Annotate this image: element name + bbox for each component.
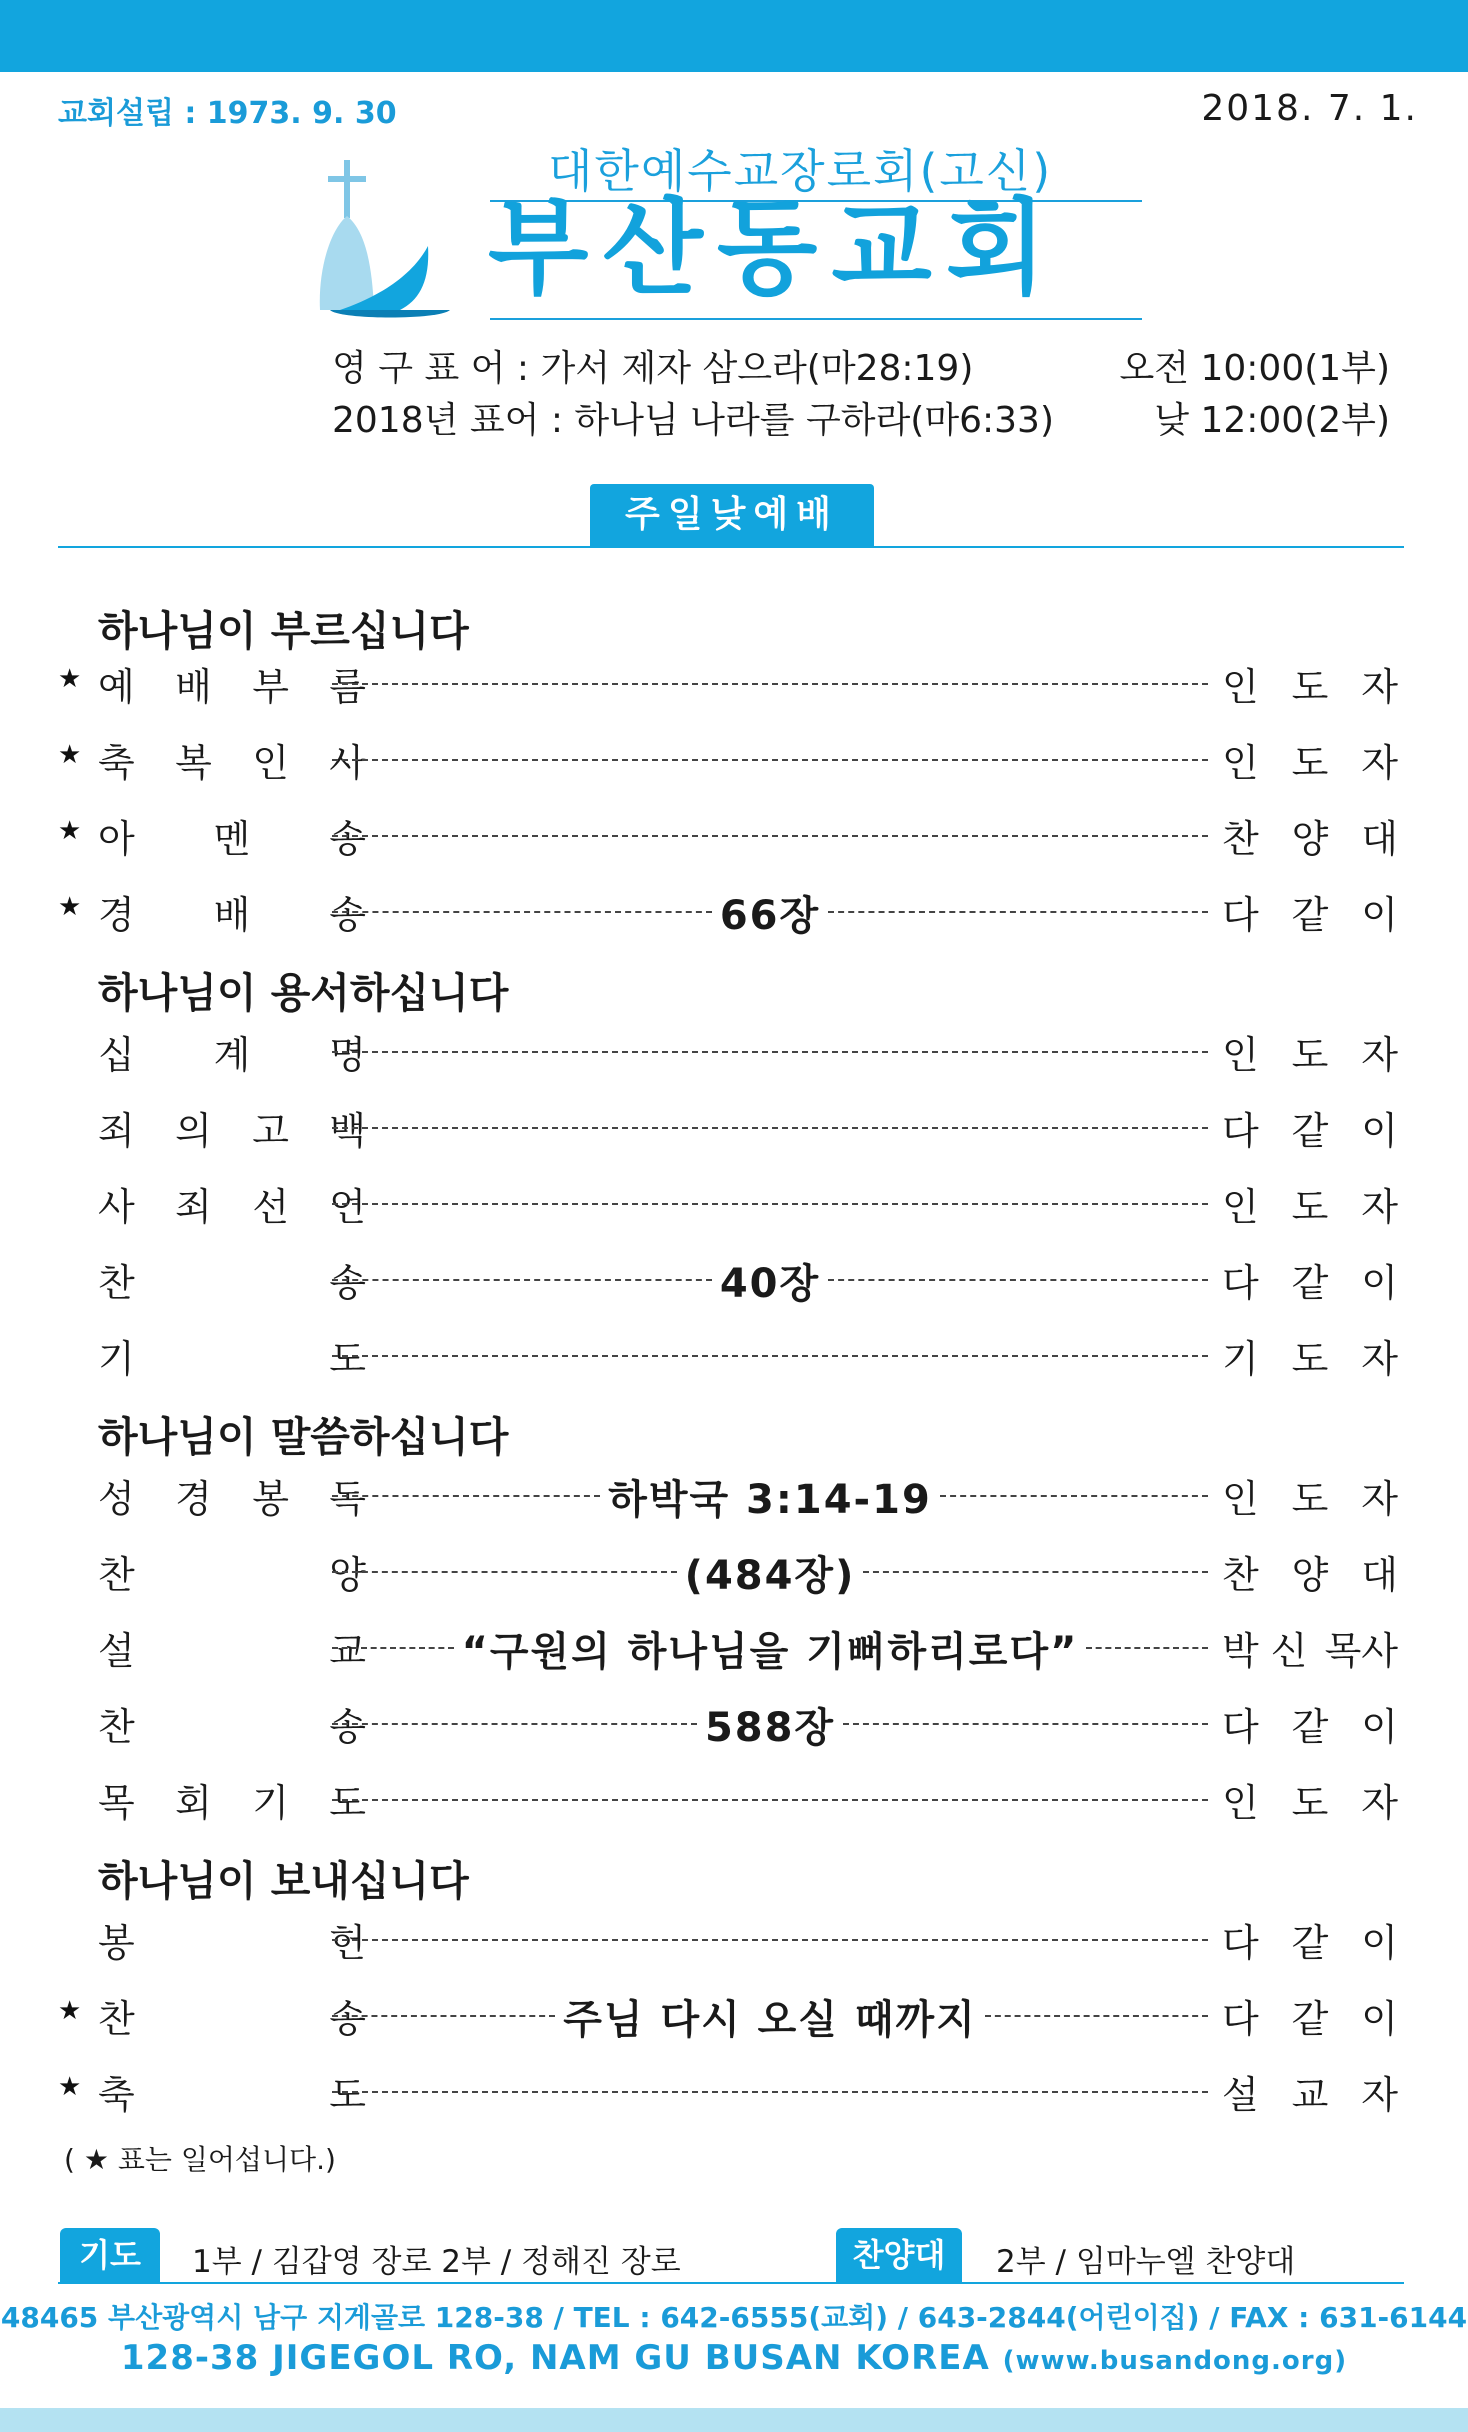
label-char: 찬	[98, 1553, 135, 1597]
footer-rule	[58, 2282, 1404, 2284]
label-char: 멘	[213, 817, 251, 861]
order-item-leader	[1222, 656, 1398, 711]
service-title: 주일낮예배	[590, 484, 874, 546]
order-row	[58, 2062, 1404, 2122]
address-english	[0, 2338, 1468, 2378]
dotted-leader	[332, 1127, 1208, 1129]
leader-char: 같	[1291, 1997, 1329, 2041]
leader-char: 이	[1361, 1261, 1398, 1305]
leader-char: 인	[1222, 1781, 1259, 1825]
label-char: 사	[329, 741, 366, 785]
leader-char: 이	[1361, 1921, 1398, 1965]
label-char: 복	[175, 741, 212, 785]
order-item-leader	[1222, 2064, 1398, 2119]
label-char: 경	[98, 893, 135, 937]
dotted-leader	[843, 1723, 1208, 1725]
dotted-leader	[332, 1723, 697, 1725]
leader-char: 도	[1291, 741, 1329, 785]
top-color-bar	[0, 0, 1468, 72]
leader-char: 자	[1361, 741, 1398, 785]
leader-char: 다	[1222, 1997, 1259, 2041]
leader-char: 기	[1222, 1337, 1259, 1381]
leader-char: 도	[1291, 1337, 1329, 1381]
order-item-detail	[326, 654, 1214, 714]
standing-star-icon: ★	[58, 664, 82, 694]
dotted-leader	[940, 1495, 1208, 1497]
order-item-content: 40장	[719, 1260, 821, 1307]
order-item-leader	[1222, 884, 1398, 939]
denomination-title: 대한예수교장로회(고신)	[548, 144, 1053, 198]
logo-divider	[490, 318, 1142, 320]
standing-star-icon: ★	[58, 2072, 82, 2102]
label-char: 축	[98, 741, 135, 785]
order-row	[58, 1542, 1404, 1602]
label-char: 찬	[98, 1705, 135, 1749]
label-char: 인	[252, 741, 289, 785]
dotted-leader	[985, 2015, 1208, 2017]
dotted-leader	[332, 1279, 712, 1281]
dotted-leader	[332, 759, 1208, 761]
dotted-leader	[332, 1203, 1208, 1205]
leader-char: 인	[1222, 741, 1259, 785]
label-char: 배	[175, 665, 212, 709]
label-char: 송	[329, 1705, 366, 1749]
leader-char: 인	[1222, 1033, 1259, 1077]
standing-note: ( ★ 표는 일어섭니다.)	[64, 2143, 336, 2176]
order-item-leader	[1222, 1100, 1398, 1155]
order-item-leader	[1222, 1468, 1398, 1523]
leader-char: 자	[1361, 1477, 1398, 1521]
dotted-leader	[332, 2015, 555, 2017]
order-row	[58, 1250, 1404, 1310]
order-item-leader	[1222, 808, 1398, 863]
label-char: 도	[329, 2073, 366, 2117]
church-name: 부산동교회	[488, 187, 1061, 309]
order-item-leader	[1222, 1912, 1398, 1967]
label-char: 송	[329, 1261, 366, 1305]
order-item-content: “구원의 하나님을 기뻐하리로다”	[461, 1628, 1079, 1675]
label-char: 봉	[252, 1477, 289, 1521]
order-row	[58, 1326, 1404, 1386]
label-char: 선	[252, 1185, 289, 1229]
label-char: 죄	[98, 1109, 135, 1153]
label-char: 고	[252, 1109, 289, 1153]
order-item-detail	[326, 1986, 1214, 2046]
standing-star-icon: ★	[58, 816, 82, 846]
bottom-color-bar	[0, 2408, 1468, 2432]
label-char: 기	[98, 1337, 135, 1381]
order-item-detail	[326, 1250, 1214, 1310]
dotted-leader	[332, 1051, 1208, 1053]
leader-char: 교	[1291, 2073, 1329, 2117]
order-item-content: 66장	[719, 892, 821, 939]
label-char: 계	[213, 1033, 251, 1077]
order-item-detail	[326, 1618, 1214, 1678]
label-char: 찬	[98, 1261, 135, 1305]
dotted-leader	[332, 1647, 454, 1649]
label-char: 름	[329, 665, 366, 709]
order-item-leader	[1222, 1024, 1398, 1079]
section-heading: 하나님이 부르십니다	[98, 607, 469, 655]
leader-char: 이	[1361, 1705, 1398, 1749]
label-char: 도	[329, 1337, 366, 1381]
leader-char: 자	[1361, 2073, 1398, 2117]
label-char: 아	[98, 817, 135, 861]
leader-char: 양	[1291, 1553, 1329, 1597]
leader-char: 같	[1291, 1705, 1329, 1749]
order-item-detail	[326, 1326, 1214, 1386]
leader-char: 목사	[1324, 1629, 1398, 1673]
label-char: 송	[329, 1997, 366, 2041]
leader-char: 자	[1361, 1781, 1398, 1825]
choir-text: 2부 / 임마누엘 찬양대	[996, 2244, 1296, 2280]
order-item-leader	[1222, 1544, 1398, 1599]
label-char: 경	[175, 1477, 212, 1521]
leader-char: 다	[1222, 1705, 1259, 1749]
leader-char: 인	[1222, 665, 1259, 709]
bulletin-date: 2018. 7. 1.	[1201, 88, 1418, 129]
dotted-leader	[332, 2091, 1208, 2093]
label-char: 언	[329, 1185, 366, 1229]
order-item-leader	[1222, 1328, 1398, 1383]
label-char: 봉	[98, 1921, 135, 1965]
order-row	[58, 730, 1404, 790]
order-item-leader	[1222, 1252, 1398, 1307]
label-char: 명	[329, 1033, 366, 1077]
dotted-leader	[863, 1571, 1208, 1573]
label-char: 설	[98, 1629, 135, 1673]
leader-char: 양	[1291, 817, 1329, 861]
prayer-tag: 기도	[60, 2228, 160, 2282]
order-row	[58, 1174, 1404, 1234]
label-char: 독	[329, 1477, 366, 1521]
dotted-leader	[1086, 1647, 1208, 1649]
dotted-leader	[332, 1571, 677, 1573]
label-char: 축	[98, 2073, 135, 2117]
order-item-detail	[326, 1770, 1214, 1830]
label-char: 목	[98, 1781, 135, 1825]
order-item-detail	[326, 1910, 1214, 1970]
leader-char: 도	[1291, 1033, 1329, 1077]
leader-char: 도	[1291, 1185, 1329, 1229]
order-row	[58, 1910, 1404, 1970]
label-char: 송	[329, 893, 366, 937]
label-char: 사	[98, 1185, 135, 1229]
leader-char: 인	[1222, 1477, 1259, 1521]
leader-char: 도	[1291, 1477, 1329, 1521]
order-item-detail	[326, 806, 1214, 866]
order-item-detail	[326, 730, 1214, 790]
order-row	[58, 882, 1404, 942]
leader-char: 찬	[1222, 1553, 1259, 1597]
order-item-leader	[1222, 1696, 1398, 1751]
order-row	[58, 806, 1404, 866]
dotted-leader	[332, 911, 712, 913]
leader-char: 인	[1222, 1185, 1259, 1229]
leader-char: 다	[1222, 1261, 1259, 1305]
order-row	[58, 1618, 1404, 1678]
choir-tag: 찬양대	[836, 2228, 962, 2282]
dotted-leader	[828, 911, 1208, 913]
leader-char: 같	[1291, 893, 1329, 937]
standing-star-icon: ★	[58, 892, 82, 922]
label-char: 배	[213, 893, 251, 937]
address-korean: 48465 부산광역시 남구 지게골로 128-38 / TEL : 642-6555(교회) / 643-2844(어린이집) / FAX : 631-6144	[0, 2301, 1468, 2334]
service-title-rule	[58, 546, 1404, 548]
section-heading: 하나님이 보내십니다	[98, 1857, 469, 1905]
order-row	[58, 1770, 1404, 1830]
service-time-2: 낮 12:00(2부)	[1154, 400, 1390, 441]
label-char: 죄	[175, 1185, 212, 1229]
order-item-content: (484장)	[684, 1552, 856, 1599]
order-item-detail	[326, 1098, 1214, 1158]
dotted-leader	[332, 1799, 1208, 1801]
order-item-leader	[1222, 1988, 1398, 2043]
dotted-leader	[332, 1939, 1208, 1941]
label-char: 십	[98, 1033, 135, 1077]
dotted-leader	[332, 1355, 1208, 1357]
order-row	[58, 1022, 1404, 1082]
dotted-leader	[332, 683, 1208, 685]
section-heading: 하나님이 말씀하십니다	[98, 1413, 509, 1461]
order-row	[58, 1466, 1404, 1526]
leader-char: 자	[1361, 1033, 1398, 1077]
leader-char: 자	[1361, 1185, 1398, 1229]
label-char: 양	[329, 1553, 366, 1597]
order-item-leader	[1222, 1772, 1398, 1827]
leader-char: 같	[1291, 1921, 1329, 1965]
label-char: 의	[175, 1109, 212, 1153]
order-row	[58, 1986, 1404, 2046]
address-english-text: 128-38 JIGEGOL RO, NAM GU BUSAN KOREA	[120, 2338, 990, 2378]
dotted-leader	[332, 1495, 600, 1497]
order-item-detail	[326, 1694, 1214, 1754]
service-time-1: 오전 10:00(1부)	[1119, 348, 1390, 389]
order-row	[58, 654, 1404, 714]
standing-star-icon: ★	[58, 1996, 82, 2026]
church-logo-icon	[300, 150, 470, 320]
order-item-detail	[326, 2062, 1214, 2122]
leader-char: 이	[1361, 1997, 1398, 2041]
leader-char: 설	[1222, 2073, 1259, 2117]
leader-char: 자	[1361, 1337, 1398, 1381]
leader-char: 도	[1291, 1781, 1329, 1825]
section-heading: 하나님이 용서하십니다	[98, 969, 509, 1017]
leader-char: 다	[1222, 1109, 1259, 1153]
order-item-content: 588장	[704, 1704, 836, 1751]
dotted-leader	[332, 835, 1208, 837]
leader-char: 이	[1361, 893, 1398, 937]
leader-char: 박 신	[1222, 1629, 1308, 1673]
order-item-detail	[326, 1174, 1214, 1234]
order-row	[58, 1694, 1404, 1754]
leader-char: 대	[1361, 817, 1398, 861]
leader-char: 같	[1291, 1109, 1329, 1153]
motto-permanent: 영 구 표 어 : 가서 제자 삼으라(마28:19)	[332, 348, 974, 389]
order-item-detail	[326, 1466, 1214, 1526]
order-item-detail	[326, 1022, 1214, 1082]
dotted-leader	[828, 1279, 1208, 1281]
leader-char: 도	[1291, 665, 1329, 709]
motto-2018: 2018년 표어 : 하나님 나라를 구하라(마6:33)	[332, 400, 1054, 441]
label-char: 찬	[98, 1997, 135, 2041]
label-char: 회	[175, 1781, 212, 1825]
order-item-content: 하박국 3:14-19	[608, 1476, 932, 1523]
label-char: 부	[252, 665, 289, 709]
order-item-detail	[326, 882, 1214, 942]
leader-char: 자	[1361, 665, 1398, 709]
prayer-text: 1부 / 김갑영 장로 2부 / 정해진 장로	[192, 2244, 681, 2280]
leader-char: 이	[1361, 1109, 1398, 1153]
website-link[interactable]: (www.busandong.org)	[1002, 2346, 1348, 2376]
order-item-leader	[1222, 1620, 1398, 1675]
order-row	[58, 1098, 1404, 1158]
label-char: 기	[252, 1781, 289, 1825]
label-char: 교	[329, 1629, 366, 1673]
order-item-leader	[1222, 732, 1398, 787]
leader-char: 같	[1291, 1261, 1329, 1305]
label-char: 송	[329, 817, 366, 861]
leader-char: 찬	[1222, 817, 1259, 861]
label-char: 백	[329, 1109, 366, 1153]
label-char: 예	[98, 665, 135, 709]
leader-char: 대	[1361, 1553, 1398, 1597]
leader-char: 다	[1222, 1921, 1259, 1965]
order-item-content: 주님 다시 오실 때까지	[563, 1996, 977, 2043]
order-item-detail	[326, 1542, 1214, 1602]
leader-char: 다	[1222, 893, 1259, 937]
label-char: 헌	[329, 1921, 366, 1965]
founded-date: 교회설립 : 1973. 9. 30	[58, 96, 397, 131]
label-char: 도	[329, 1781, 366, 1825]
standing-star-icon: ★	[58, 740, 82, 770]
order-item-leader	[1222, 1176, 1398, 1231]
label-char: 성	[98, 1477, 135, 1521]
